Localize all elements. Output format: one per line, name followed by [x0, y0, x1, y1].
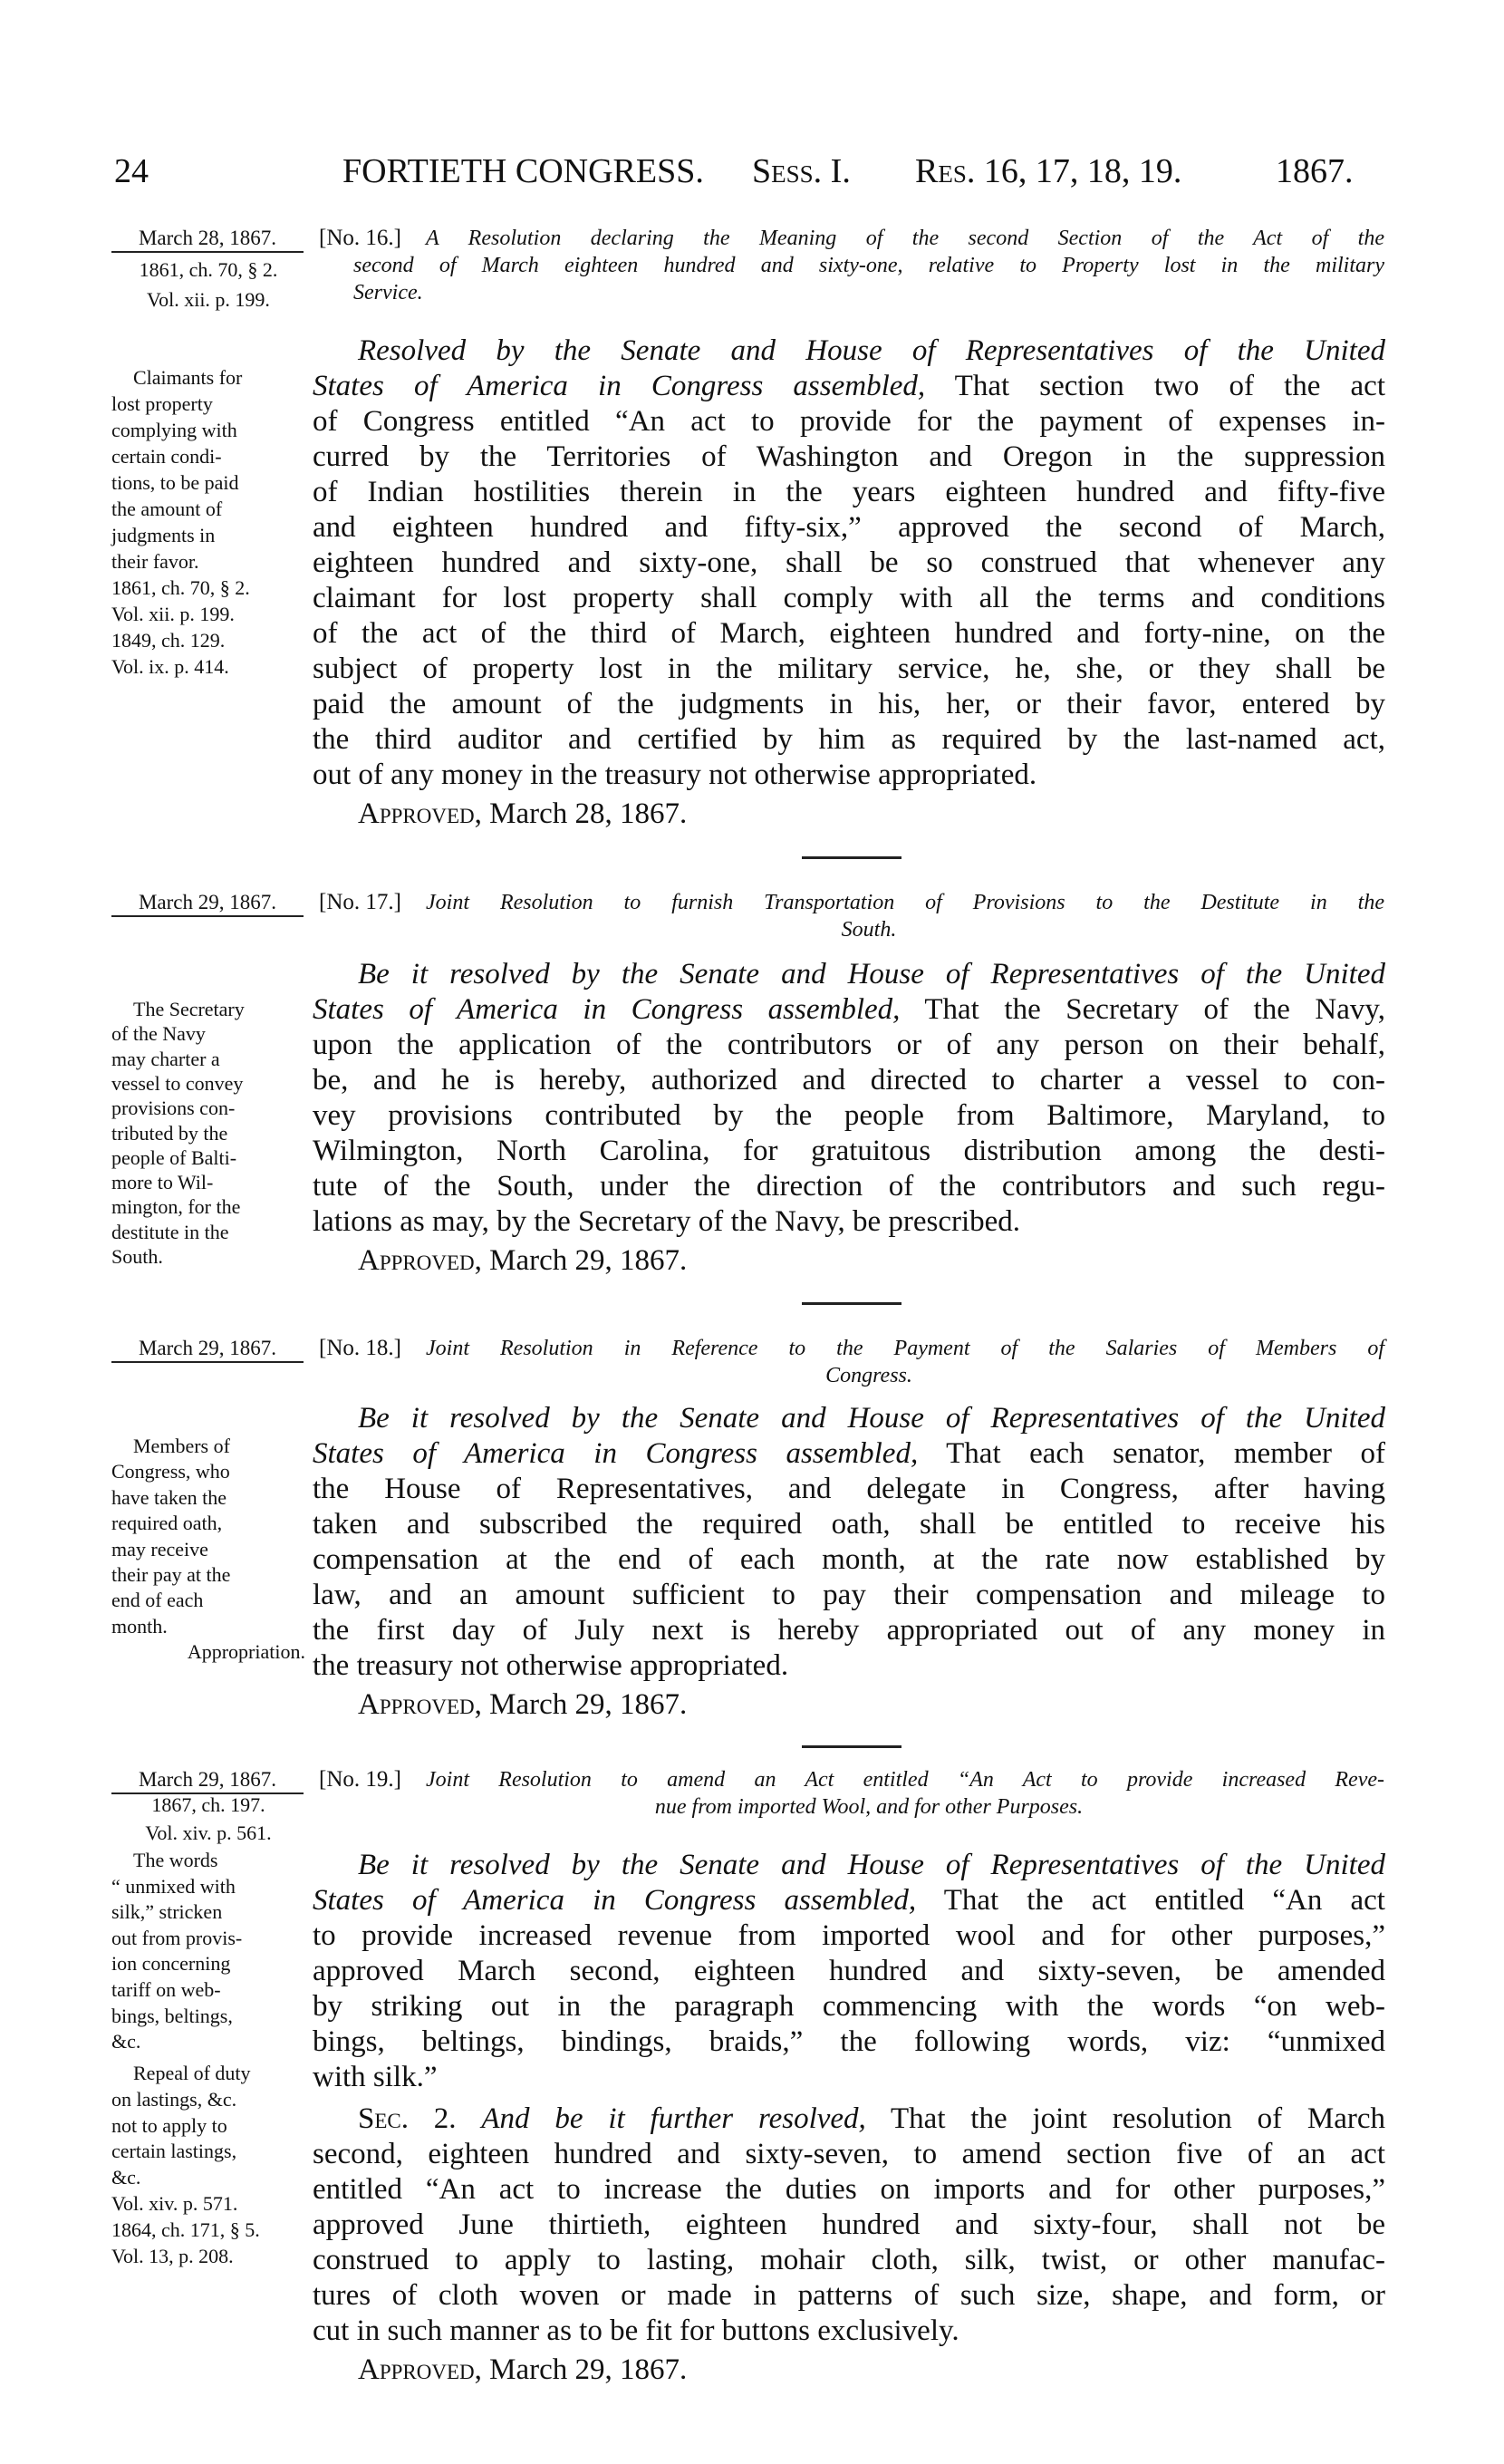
body-text-line [313, 616, 1385, 652]
margin-note-line: 1849, ch. 129. [111, 629, 226, 652]
text-run: approved March second, eighteen hundred and sixty-seven, be amended [313, 1954, 1385, 1987]
body-text-line [313, 652, 1385, 687]
session-label: Sess. I. [752, 152, 851, 190]
body-text-line [313, 1401, 1385, 1436]
text-run: taken and subscribed the required oath, shall be entitled to receive his [313, 1507, 1385, 1541]
text-run: Be it resolved by the Senate and House of Representatives of the United [358, 1401, 1385, 1435]
margin-note-line: Vol. 13, p. 208. [111, 2244, 234, 2267]
body-text-line [313, 1989, 1385, 2024]
text-run: the treasury not otherwise appropriated. [313, 1648, 789, 1682]
margin-note-line: Vol. xii. p. 199. [111, 603, 235, 625]
margin-note-line: silk,” stricken [111, 1900, 223, 1924]
body-text-line [313, 992, 1385, 1028]
margin-note-line: Repeal of duty [133, 2062, 251, 2084]
text-run: States of America in Congress assembled, [313, 1883, 917, 1917]
resolution-title-line: second of March eighteen hundred and sixty-one, relative to Property lost in the military [353, 254, 1384, 277]
text-run: eighteen hundred and sixty-one, shall be so construed that whenever any [313, 546, 1385, 579]
text-run: of Congress entitled “An act to provide for the payment of expenses in- [313, 404, 1385, 438]
margin-note-line: 1864, ch. 171, § 5. [111, 2218, 260, 2241]
margin-note-line: end of each [111, 1589, 204, 1612]
text-run: Sec. 2. [358, 2102, 482, 2135]
text-run: Resolved by the Senate and House of Representatives of the United [358, 333, 1385, 367]
margin-note-line: may charter a [111, 1047, 220, 1070]
body-text-line [313, 2278, 1385, 2314]
margin-note-line: may receive [111, 1537, 208, 1561]
margin-date: March 29, 1867. [111, 1336, 304, 1363]
margin-note-line: “ unmixed with [111, 1874, 236, 1898]
section-divider [802, 1745, 901, 1748]
margin-note-line: Congress, who [111, 1460, 230, 1483]
text-run: compensation at the end of each month, at the rate now established by [313, 1542, 1385, 1576]
text-run: Be it resolved by the Senate and House of Representatives of the United [358, 957, 1385, 990]
margin-note-line: Vol. xiv. p. 561. [145, 1821, 272, 1844]
margin-note-line: provisions con- [111, 1097, 236, 1120]
header-year: 1867. [1276, 152, 1354, 190]
resolution-title-line: Joint Resolution to furnish Transportation of Provisions to the Destitute in the [426, 891, 1384, 914]
resolution-title-line: Joint Resolution in Reference to the Payment of the Salaries of Members of [426, 1337, 1384, 1360]
text-run: be, and he is hereby, authorized and directed to charter a vessel to con- [313, 1063, 1385, 1097]
body-text-line [313, 2172, 1385, 2208]
approved-line [358, 797, 687, 832]
text-run: of Indian hostilities therein in the years eighteen hundred and fifty-five [313, 475, 1385, 508]
resolution-number: [No. 17.] [319, 890, 401, 914]
text-run: States of America in Congress assembled, [313, 992, 901, 1026]
margin-note-line: judgments in [111, 524, 216, 546]
body-text-line [313, 404, 1385, 440]
margin-note-line: Claimants for [133, 366, 243, 389]
page-number: 24 [114, 152, 149, 190]
body-text-line [313, 2060, 1385, 2095]
text-run: vey provisions contributed by the people from Baltimore, Maryland, to [313, 1098, 1385, 1132]
resolution-title-line: A Resolution declaring the Meaning of the second Section of the Act of the [426, 227, 1384, 250]
body-text-line [313, 1613, 1385, 1648]
approved-line [358, 1687, 687, 1723]
text-run: That each senator, member of [918, 1436, 1385, 1470]
margin-note-line: tions, to be paid [111, 471, 239, 494]
margin-note-line: out from provis- [111, 1926, 243, 1949]
margin-note-line: The Secretary [133, 998, 245, 1020]
margin-note-line: The words [133, 1849, 218, 1871]
text-run: tute of the South, under the direction of the contributors and such regu- [313, 1169, 1385, 1203]
body-text-line [313, 440, 1385, 475]
text-run: That the Secretary of the Navy, [900, 992, 1385, 1026]
body-text-line [313, 722, 1385, 758]
text-run: out of any money in the treasury not otherwise appropriated. [313, 758, 1037, 791]
text-run: to provide increased revenue from imported wool and for other purposes,” [313, 1918, 1385, 1952]
resolution-number: [No. 18.] [319, 1336, 401, 1360]
margin-date: March 29, 1867. [111, 890, 304, 917]
margin-note-line: &c. [111, 2166, 141, 2189]
body-text-line [313, 1883, 1385, 1918]
margin-note-line: 1867, ch. 197. [151, 1793, 265, 1816]
approved-label: Approved, [358, 797, 482, 830]
body-text-line [313, 758, 1385, 793]
body-text-line [313, 1472, 1385, 1507]
margin-note-line: on lastings, &c. [111, 2087, 237, 2111]
approved-line [358, 1243, 687, 1279]
approved-line [358, 2353, 687, 2388]
text-run: approved June thirtieth, eighteen hundred and sixty-four, shall not be [313, 2208, 1385, 2241]
body-text-line [313, 1169, 1385, 1204]
body-text-line [313, 1134, 1385, 1169]
margin-date: March 28, 1867. [111, 226, 304, 253]
margin-note-line: complying with [111, 419, 237, 441]
margin-note-line: have taken the [111, 1485, 227, 1509]
text-run: bings, beltings, bindings, braids,” the following words, viz: “unmixed [313, 2024, 1385, 2058]
body-text-line [313, 957, 1385, 992]
margin-note-line: destitute in the [111, 1220, 229, 1243]
resolution-title-line: Congress. [825, 1364, 912, 1387]
margin-note-line: lost property [111, 392, 213, 415]
congress-title: FORTIETH CONGRESS. [342, 152, 704, 190]
approved-date: March 28, 1867. [481, 797, 688, 830]
text-run: States of America in Congress assembled, [313, 369, 926, 402]
body-text-line [313, 2208, 1385, 2243]
body-text-line [313, 1542, 1385, 1578]
resolution-number: [No. 19.] [319, 1767, 401, 1792]
margin-note-line: vessel to convey [111, 1071, 244, 1095]
text-run: of the act of the third of March, eighteen hundred and forty-nine, on the [313, 616, 1385, 650]
margin-note-line: Appropriation. [187, 1640, 305, 1663]
margin-note-line: &c. [111, 2030, 141, 2053]
text-run: That section two of the act [925, 369, 1385, 402]
text-run: the House of Representatives, and delegate in Congress, after having [313, 1472, 1385, 1505]
text-run: upon the application of the contributors or of any person on their behalf, [313, 1028, 1385, 1061]
text-run: by striking out in the paragraph commencing with the words “on web- [313, 1989, 1385, 2023]
resolution-title-line: Joint Resolution to amend an Act entitled “An Act to provide increased Reve- [426, 1768, 1384, 1792]
approved-label: Approved, [358, 1243, 482, 1277]
margin-note-line: people of Balti- [111, 1145, 237, 1169]
margin-note-line: not to apply to [111, 2113, 227, 2137]
margin-note-line: Vol. xii. p. 199. [147, 288, 270, 311]
section-divider [802, 1302, 901, 1305]
body-text-line [313, 1848, 1385, 1883]
text-run: Be it resolved by the Senate and House of Representatives of the United [358, 1848, 1385, 1881]
body-text-line [313, 581, 1385, 616]
text-run: And be it further resolved, [481, 2102, 866, 2135]
text-run: entitled “An act to increase the duties on imports and for other purposes,” [313, 2172, 1385, 2206]
body-text-line [313, 1436, 1385, 1472]
body-text-line [313, 510, 1385, 546]
margin-note-line: bings, beltings, [111, 2004, 233, 2027]
margin-note-line: mington, for the [111, 1195, 241, 1219]
margin-note-line: month. [111, 1614, 168, 1638]
margin-note-line: 1861, ch. 70, § 2. [111, 576, 250, 599]
text-run: curred by the Territories of Washington and Oregon in the suppression [313, 440, 1385, 473]
body-text-line [313, 369, 1385, 404]
text-run: the third auditor and certified by him as required by the last-named act, [313, 722, 1385, 756]
text-run: States of America in Congress assembled, [313, 1436, 919, 1470]
margin-note-line: their favor. [111, 550, 199, 573]
margin-note-line: 1861, ch. 70, § 2. [139, 258, 278, 281]
margin-note-line: more to Wil- [111, 1171, 214, 1194]
body-text-line [313, 687, 1385, 722]
text-run: construed to apply to lasting, mohair cloth, silk, twist, or other manufac- [313, 2243, 1385, 2276]
margin-note-line: Vol. xiv. p. 571. [111, 2192, 238, 2215]
resolution-title-line: South. [841, 918, 897, 942]
text-run: Wilmington, North Carolina, for gratuitous distribution among the desti- [313, 1134, 1385, 1167]
margin-note-line: certain condi- [111, 445, 222, 468]
margin-note-line: tributed by the [111, 1121, 228, 1145]
body-text-line [313, 1507, 1385, 1542]
text-run: the first day of July next is hereby appropriated out of any money in [313, 1613, 1385, 1647]
margin-note-line: tariff on web- [111, 1978, 221, 2001]
body-text-line [313, 1648, 1385, 1684]
margin-note-line: Members of [133, 1435, 230, 1457]
body-text-line [313, 1578, 1385, 1613]
text-run: law, and an amount sufficient to pay their compensation and mileage to [313, 1578, 1385, 1611]
margin-note-line: Vol. ix. p. 414. [111, 655, 229, 678]
margin-note-line: required oath, [111, 1512, 223, 1535]
section-divider [802, 856, 901, 859]
margin-note-line: of the Navy [111, 1022, 206, 1046]
approved-label: Approved, [358, 2353, 482, 2386]
body-text-line [313, 2137, 1385, 2172]
margin-date: March 29, 1867. [111, 1767, 304, 1794]
body-text-line [313, 333, 1385, 369]
body-text-line [313, 2314, 1385, 2349]
margin-note-line: South. [111, 1245, 163, 1268]
approved-label: Approved, [358, 1687, 482, 1721]
approved-date: March 29, 1867. [481, 1687, 688, 1721]
resolution-number: [No. 16.] [319, 226, 401, 250]
text-run: That the joint resolution of March [865, 2102, 1385, 2135]
text-run: and eighteen hundred and fifty-six,” approved the second of March, [313, 510, 1385, 544]
body-text-line [313, 1204, 1385, 1240]
body-text-line [313, 1098, 1385, 1134]
text-run: cut in such manner as to be fit for buttons exclusively. [313, 2314, 959, 2347]
body-text-line [313, 1028, 1385, 1063]
body-text-line [313, 546, 1385, 581]
resolution-title-line: Service. [353, 281, 423, 304]
resolutions-label: Res. 16, 17, 18, 19. [915, 152, 1182, 190]
text-run: subject of property lost in the military service, he, she, or they shall be [313, 652, 1385, 685]
text-run: That the act entitled “An act [916, 1883, 1385, 1917]
text-run: lations as may, by the Secretary of the Navy, be prescribed. [313, 1204, 1021, 1238]
text-run: claimant for lost property shall comply with all the terms and conditions [313, 581, 1385, 614]
text-run: tures of cloth woven or made in patterns of such size, shape, and form, or [313, 2278, 1385, 2312]
text-run: second, eighteen hundred and sixty-seven, to amend section five of an act [313, 2137, 1385, 2170]
body-text-line [313, 2243, 1385, 2278]
resolution-title-line: nue from imported Wool, and for other Purposes. [654, 1795, 1084, 1819]
approved-date: March 29, 1867. [481, 2353, 688, 2386]
body-text-line [313, 1954, 1385, 1989]
margin-note-line: their pay at the [111, 1563, 231, 1586]
body-text-line [313, 2024, 1385, 2060]
approved-date: March 29, 1867. [481, 1243, 688, 1277]
margin-note-line: the amount of [111, 498, 223, 520]
body-text-line [313, 1918, 1385, 1954]
margin-note-line: certain lastings, [111, 2140, 237, 2163]
text-run: paid the amount of the judgments in his, her, or their favor, entered by [313, 687, 1385, 720]
text-run: with silk.” [313, 2060, 438, 2093]
margin-note-line: ion concerning [111, 1952, 231, 1976]
body-text-line [313, 475, 1385, 510]
body-text-line [313, 2102, 1385, 2137]
body-text-line [313, 1063, 1385, 1098]
